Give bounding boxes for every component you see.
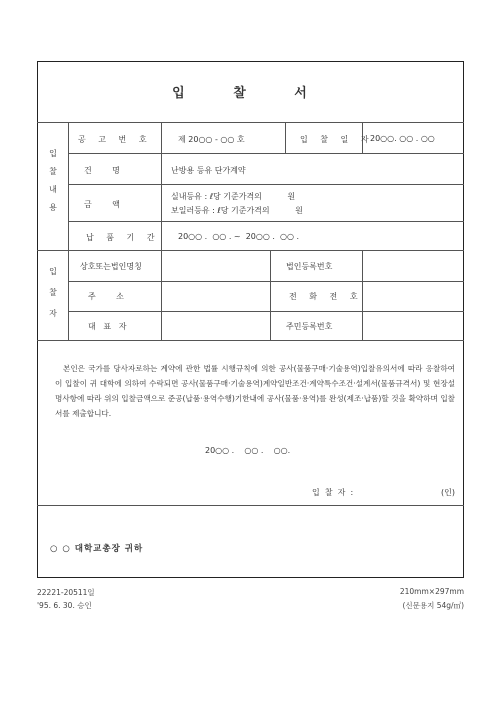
bid-date-label: 입 찰 일 자 (300, 135, 374, 144)
phone-label: 전 화 전 호 (289, 292, 363, 301)
rule (37, 122, 464, 123)
section-label-char: 내 (49, 185, 57, 194)
bid-date-value[interactable]: 20○○. ○○ . ○○ (370, 134, 435, 143)
section-label-char: 입 (49, 267, 57, 276)
resident-reg-no-label: 주민등록번호 (286, 322, 333, 331)
rule (161, 122, 162, 340)
rule (37, 340, 464, 341)
item-name-value[interactable]: 난방용 등유 단가계약 (171, 166, 246, 175)
paper-size: 210mm×297mm (399, 587, 464, 596)
delivery-period-label: 납 품 기 간 (86, 233, 160, 242)
rule (285, 122, 286, 153)
rule (68, 221, 464, 222)
section-label-bidder (47, 268, 59, 318)
submission-date[interactable]: 20○○ . ○○ . ○○. (205, 446, 291, 455)
amount-label: 금 액 (84, 200, 120, 209)
bidder-signature-label: 입 찰 자 : (312, 488, 354, 497)
form-title: 입 찰 서 (172, 86, 329, 101)
corporate-reg-no-value[interactable] (370, 261, 455, 271)
phone-value[interactable] (370, 291, 455, 301)
section-label-char: 용 (49, 203, 57, 212)
rule (68, 281, 464, 282)
company-name-label: 상호또는법인명칭 (80, 262, 142, 271)
addressee: ○ ○ 대학교총장 귀하 (50, 544, 144, 554)
bid-statement: 본인은 국가를 당사자로하는 계약에 관한 법률 시행규칙에 의한 공사(물품구매·기술용역)입찰유의서에 따라 응찰하여 이 입찰이 귀 대학에 의하여 수락되면 공사(물품구매·기술용역)계약일반조건·계약특수조건·설계서(물품규격서) 및 현장설명사항에 따라 위의 입찰금액으로 준공(납품·용역수행)기한내에 공사(물품·용역)를 완성(제조·납품)할 것을 확약하며 입찰서를 제출합니다. (55, 364, 455, 418)
section-label-char: 찰 (49, 167, 57, 176)
rule (68, 153, 464, 154)
corporate-reg-no-label: 법인등록번호 (286, 262, 333, 271)
paper-type: (신문용지 54g/㎡) (402, 601, 464, 610)
rule (68, 184, 464, 185)
section-label-char: 찰 (49, 288, 57, 297)
rule (270, 250, 271, 340)
seal-mark: (인) (441, 488, 455, 497)
section-label-char: 자 (49, 309, 57, 318)
delivery-period-value[interactable]: 20○○ . ○○ . ~ 20○○ . ○○ . (178, 232, 300, 241)
amount-line-boiler-kerosene[interactable]: 보일러등유 : ℓ당 기준가격의 원 (171, 206, 303, 215)
rule (37, 505, 464, 506)
notice-number-value[interactable]: 제 20○○ - ○○ 호 (178, 135, 245, 144)
address-value[interactable] (171, 291, 261, 301)
resident-reg-no-value[interactable] (370, 321, 455, 331)
amount-line-indoor-kerosene[interactable]: 실내등유 : ℓ당 기준가격의 원 (171, 192, 296, 201)
approval-date: '95. 6. 30. 승인 (37, 601, 92, 610)
representative-label: 대 표 자 (88, 322, 127, 331)
rule (68, 311, 464, 312)
form-number: 22221-20511일 (37, 588, 95, 597)
rule (68, 122, 69, 340)
section-label-bid-content (47, 150, 59, 212)
item-name-label: 건 명 (84, 166, 120, 175)
notice-number-label: 공 고 번 호 (78, 135, 152, 144)
section-label-char: 입 (49, 149, 57, 158)
address-label: 주 소 (88, 292, 124, 301)
representative-value[interactable] (171, 321, 261, 331)
company-name-value[interactable] (171, 261, 261, 271)
rule (37, 250, 464, 251)
